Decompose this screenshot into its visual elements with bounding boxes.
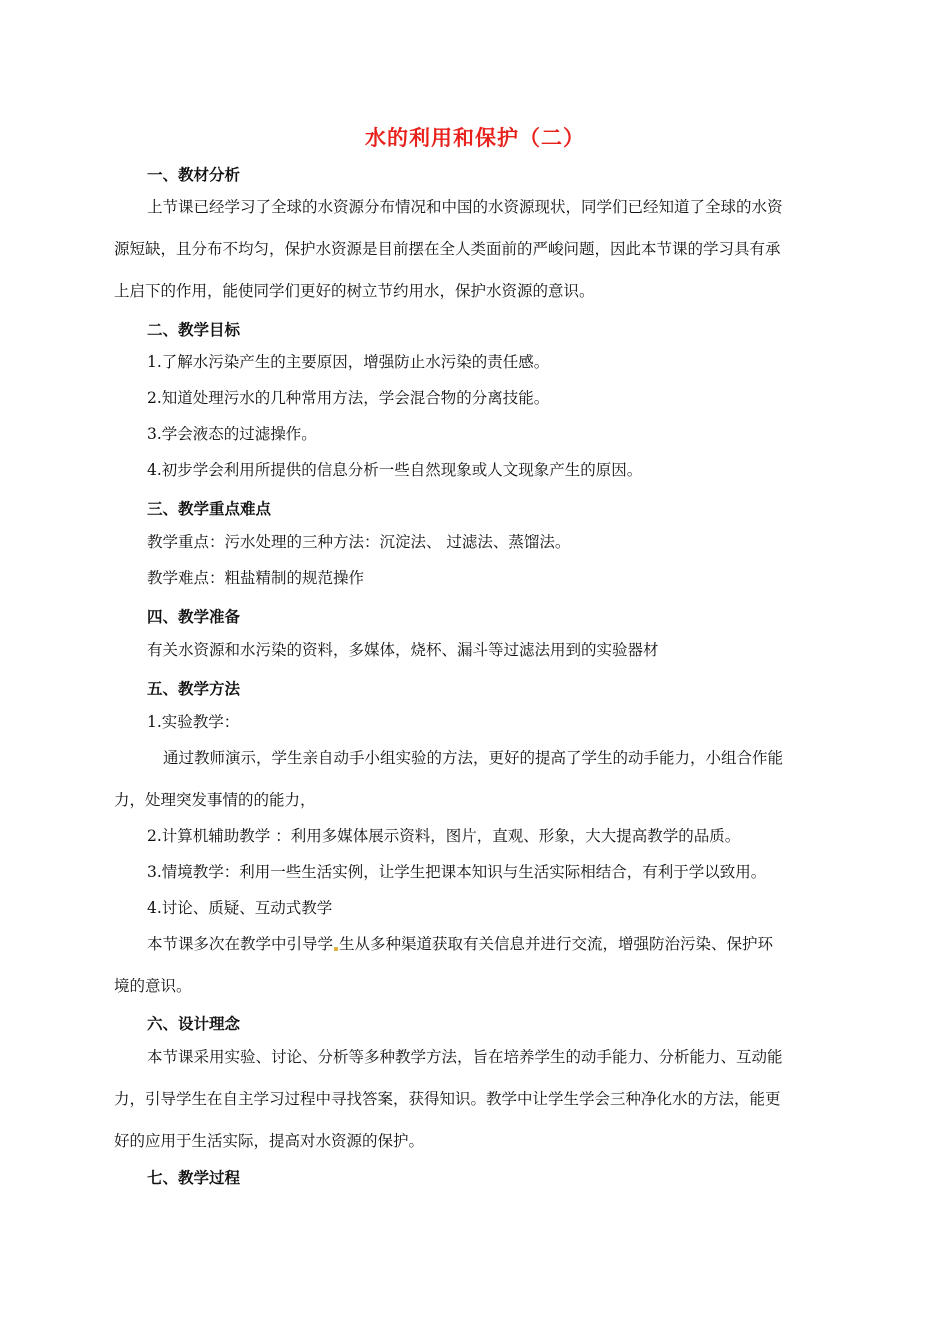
paragraph-text: 生从多种渠道获取有关信息并进行交流，增强防治污染、保护环	[339, 935, 774, 953]
section-heading-1: 一、教材分析	[147, 166, 241, 184]
paragraph-line: 本节课采用实验、讨论、分析等多种教学方法，旨在培养学生的动手能力、分析能力、互动能	[147, 1048, 783, 1066]
paragraph-line: 好的应用于生活实际，提高对水资源的保护。	[114, 1132, 425, 1150]
page-title: 水的利用和保护（二）	[365, 126, 585, 150]
paragraph-line: 境的意识。	[114, 977, 192, 995]
list-item: 3.情境教学：利用一些生活实例，让学生把课本知识与生活实际相结合，有利于学以致用。	[147, 863, 767, 881]
paragraph-line: 上节课已经学习了全球的水资源分布情况和中国的水资源现状，同学们已经知道了全球的水资	[147, 198, 783, 216]
section-heading-3: 三、教学重点难点	[147, 500, 272, 518]
list-item: 4.初步学会利用所提供的信息分析一些自然现象或人文现象产生的原因。	[147, 461, 643, 479]
paragraph-line: 上启下的作用，能使同学们更好的树立节约用水，保护水资源的意识。	[114, 282, 595, 300]
paragraph-line: 源短缺，且分布不均匀，保护水资源是目前摆在全人类面前的严峻问题，因此本节课的学习具有承	[114, 240, 781, 258]
section-heading-4: 四、教学准备	[147, 608, 241, 626]
list-item: 1.了解水污染产生的主要原因，增强防止水污染的责任感。	[147, 353, 550, 371]
section-heading-7: 七、教学过程	[147, 1169, 241, 1187]
list-item: 2.计算机辅助教学 ：利用多媒体展示资料，图片，直观、形象，大大提高教学的品质。	[147, 827, 741, 845]
paragraph-line: 通过教师演示，学生亲自动手小组实验的方法，更好的提高了学生的动手能力，小组合作能	[163, 749, 784, 767]
paragraph-line: 力，处理突发事情的的能力，	[114, 791, 316, 809]
section-heading-6: 六、设计理念	[147, 1015, 241, 1033]
list-item: 3.学会液态的过滤操作。	[147, 425, 317, 443]
list-item: 1.实验教学：	[147, 713, 240, 731]
paragraph-line: 教学难点：粗盐精制的规范操作	[147, 569, 365, 587]
paragraph-line: 力，引导学生在自主学习过程中寻找答案，获得知识。教学中让学生学会三种净化水的方法，能更	[114, 1090, 781, 1108]
section-heading-2: 二、教学目标	[147, 321, 241, 339]
section-heading-5: 五、教学方法	[147, 680, 241, 698]
paragraph-line: 有关水资源和水污染的资料，多媒体，烧杯、漏斗等过滤法用到的实验器材	[147, 641, 659, 659]
list-item: 2.知道处理污水的几种常用方法，学会混合物的分离技能。	[147, 389, 550, 407]
paragraph-line: 教学重点：污水处理的三种方法：沉淀法、 过滤法、蒸馏法。	[147, 533, 571, 551]
edit-mark-icon	[334, 947, 338, 951]
paragraph-text: 本节课多次在教学中引导学	[147, 935, 334, 953]
paragraph-line	[147, 926, 871, 962]
list-item: 4.讨论、质疑、互动式教学	[147, 899, 333, 917]
